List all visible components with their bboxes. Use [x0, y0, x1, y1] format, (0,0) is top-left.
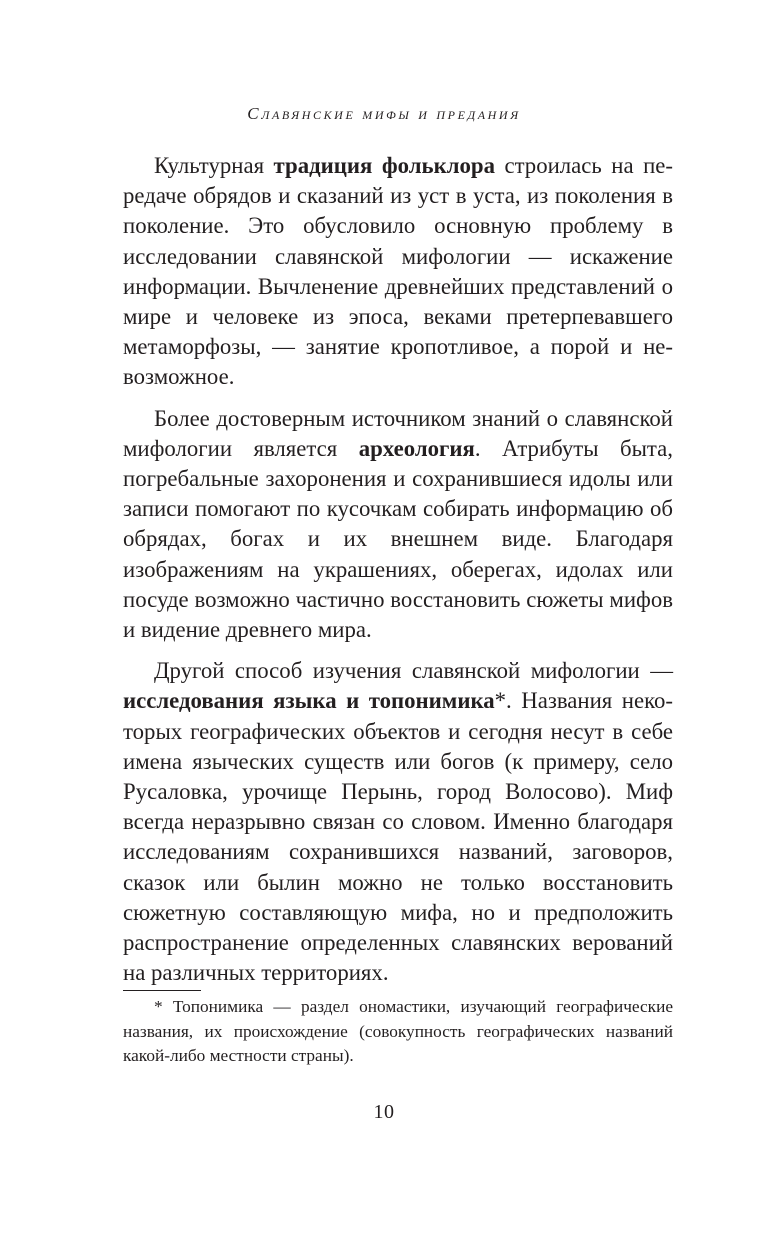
paragraph	[123, 404, 673, 646]
page-number: 10	[373, 1101, 395, 1123]
running-head: Славянские мифы и предания	[247, 104, 521, 123]
text-run: Культурная	[154, 153, 274, 178]
footnote-rule	[123, 990, 201, 991]
text-run: . Атрибуты быта, погребальные захоронения и сохранившиеся идолы или записи помогают по кусочкам собирать информацию об обрядах, богах и их внешнем виде. Благодаря изображениям на украшениях, оберегах, идолах или посуде возможно частично восстановить сюжеты мифов и видение древнего мира.	[123, 435, 673, 643]
bold-term: археология	[358, 435, 475, 461]
paragraph	[123, 656, 673, 988]
footnote: * Топонимика — раздел ономастики, изучающий географические названия, их происхождение (совокупность географических названий какой-либо местности страны).	[123, 997, 673, 1066]
text-run: строилась на передаче обрядов и сказаний из уст в уста, из поколения в поколение. Это обусловило основную проблему в исследовании славянской мифологии — искажение информации. Вычленение древнейших представлений о мире и человеке из эпоса, веками претерпевавшего метаморфозы, — занятие кропотливое, а порой и невозможное.	[123, 153, 673, 390]
text-run: Другой способ изучения славянской мифологии —	[154, 658, 673, 684]
text-run: *. Названия некоторых географических объектов и сегодня несут в себе имена языческих существ или богов (к примеру, село Русаловка, урочище Перынь, город Волосово). Миф всегда неразрывно связан со словом. Именно благодаря исследованиям сохранившихся названий, заговоров, сказок или былин можно не только восстановить сюжетную составляющую мифа, но и предположить распространение определенных славянских верований на различных территориях.	[123, 688, 673, 986]
bold-term: традиция фольклора	[273, 153, 495, 178]
text-run: Более достоверным источником знаний о славянской мифологии является	[123, 405, 673, 461]
body-text	[123, 151, 673, 988]
bold-term: исследования языка и топонимика	[123, 688, 495, 714]
paragraph	[123, 151, 673, 393]
